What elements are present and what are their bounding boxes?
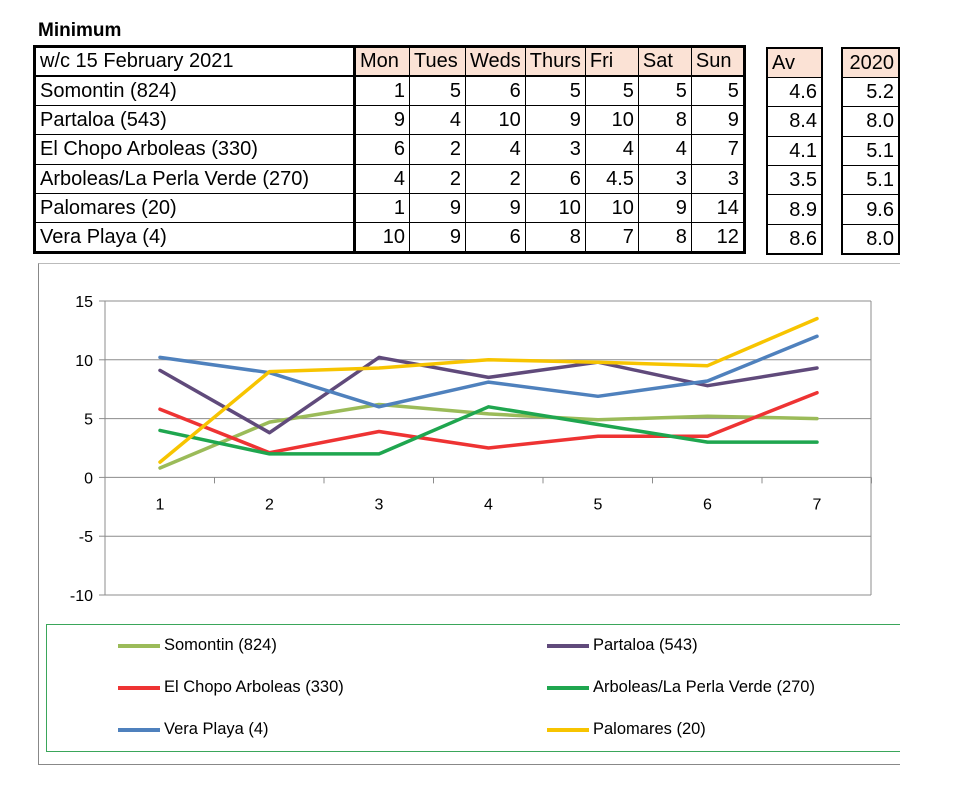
legend-swatch [547,686,589,690]
station-name: Somontin (824) [35,76,355,105]
table-cell: 9 [466,193,526,222]
legend-label: Partaloa (543) [593,636,698,654]
table-cell: 10 [466,105,526,134]
legend-label: Somontin (824) [164,636,277,654]
legend-swatch [118,644,160,648]
y-tick-label: -5 [78,529,93,547]
x-tick-label: 4 [484,496,493,514]
x-tick-label: 6 [703,496,712,514]
y2020-cell: 8.0 [842,107,899,136]
x-tick-label: 3 [374,496,384,514]
table-cell: 10 [585,193,638,222]
heading: Minimum [38,20,122,41]
legend-item [547,678,815,697]
legend-swatch [547,644,589,648]
table-cell: 9 [410,193,466,222]
legend-item [547,720,706,739]
av-cell: 3.5 [767,166,822,195]
y2020-cell: 9.6 [842,195,899,224]
table-cell: 4 [466,135,526,164]
y2020-cell: 5.1 [842,136,899,165]
legend-label: El Chopo Arboleas (330) [164,678,344,696]
legend-label: Arboleas/La Perla Verde (270) [593,678,815,696]
x-tick-label: 2 [265,496,274,514]
table-cell: 4 [638,135,691,164]
av-cell: 8.9 [767,195,822,224]
legend-swatch [118,686,160,690]
table-cell: 9 [638,193,691,222]
y-tick-label: 0 [84,470,93,488]
y-tick-label: -10 [69,588,93,605]
day-header: Mon [355,47,410,76]
table-cell: 6 [466,76,526,105]
y-tick-label: 10 [75,352,93,370]
table-cell: 4 [355,164,410,193]
x-tick-label: 1 [155,496,165,514]
legend-label: Palomares (20) [593,720,706,738]
table-cell: 1 [355,193,410,222]
table-cell: 10 [585,105,638,134]
station-name: Arboleas/La Perla Verde (270) [35,164,355,193]
y-tick-label: 5 [84,411,93,429]
legend-item [118,678,344,697]
table-cell: 2 [410,135,466,164]
y-tick-label: 15 [75,294,93,311]
y2020-cell: 5.1 [842,166,899,195]
table-cell: 6 [466,223,526,252]
day-header: Fri [585,47,638,76]
legend-item [118,636,277,655]
day-header: Thurs [525,47,585,76]
table-cell: 10 [355,223,410,252]
table-cell: 6 [355,135,410,164]
day-header: Sat [638,47,691,76]
table-cell: 3 [525,135,585,164]
table-cell: 8 [638,223,691,252]
table-cell: 5 [585,76,638,105]
table-cell: 10 [525,193,585,222]
legend-item [118,720,269,739]
station-name: El Chopo Arboleas (330) [35,135,355,164]
table-cell: 5 [638,76,691,105]
table-cell: 9 [355,105,410,134]
day-header: Tues [410,47,466,76]
av-cell: 4.1 [767,136,822,165]
series-line [160,405,817,469]
table-cell: 9 [410,223,466,252]
station-name: Vera Playa (4) [35,223,355,252]
y2020-cell: 5.2 [842,77,899,106]
av-cell: 4.6 [767,77,822,106]
table-cell: 5 [410,76,466,105]
table-cell: 14 [691,193,744,222]
day-header: Sun [691,47,744,76]
table-cell: 4 [585,135,638,164]
table-cell: 8 [525,223,585,252]
table-cell: 4.5 [585,164,638,193]
table-cell: 6 [525,164,585,193]
legend-swatch [118,728,160,732]
table-cell: 12 [691,223,744,252]
table-cell: 8 [638,105,691,134]
table-cell: 7 [585,223,638,252]
station-name: Partaloa (543) [35,105,355,134]
y2020-cell: 8.0 [842,224,899,253]
x-tick-label: 7 [812,496,822,514]
table-cell: 9 [691,105,744,134]
av-cell: 8.6 [767,224,822,253]
station-name: Palomares (20) [35,193,355,222]
legend-swatch [547,728,589,732]
x-tick-label: 5 [593,496,603,514]
table-cell: 3 [638,164,691,193]
series-line [160,357,817,432]
legend-item [547,636,698,655]
day-header: Weds [466,47,526,76]
table-cell: 5 [525,76,585,105]
table-cell: 4 [410,105,466,134]
av-header: Av [767,48,822,77]
table-cell: 3 [691,164,744,193]
week-label: w/c 15 February 2021 [35,47,355,76]
table-cell: 1 [355,76,410,105]
series-line [160,336,817,407]
table-cell: 7 [691,135,744,164]
table-cell: 2 [410,164,466,193]
legend-label: Vera Playa (4) [164,720,269,738]
table-cell: 2 [466,164,526,193]
table-cell: 5 [691,76,744,105]
y2020-header: 2020 [842,48,899,77]
av-cell: 8.4 [767,107,822,136]
table-cell: 9 [525,105,585,134]
